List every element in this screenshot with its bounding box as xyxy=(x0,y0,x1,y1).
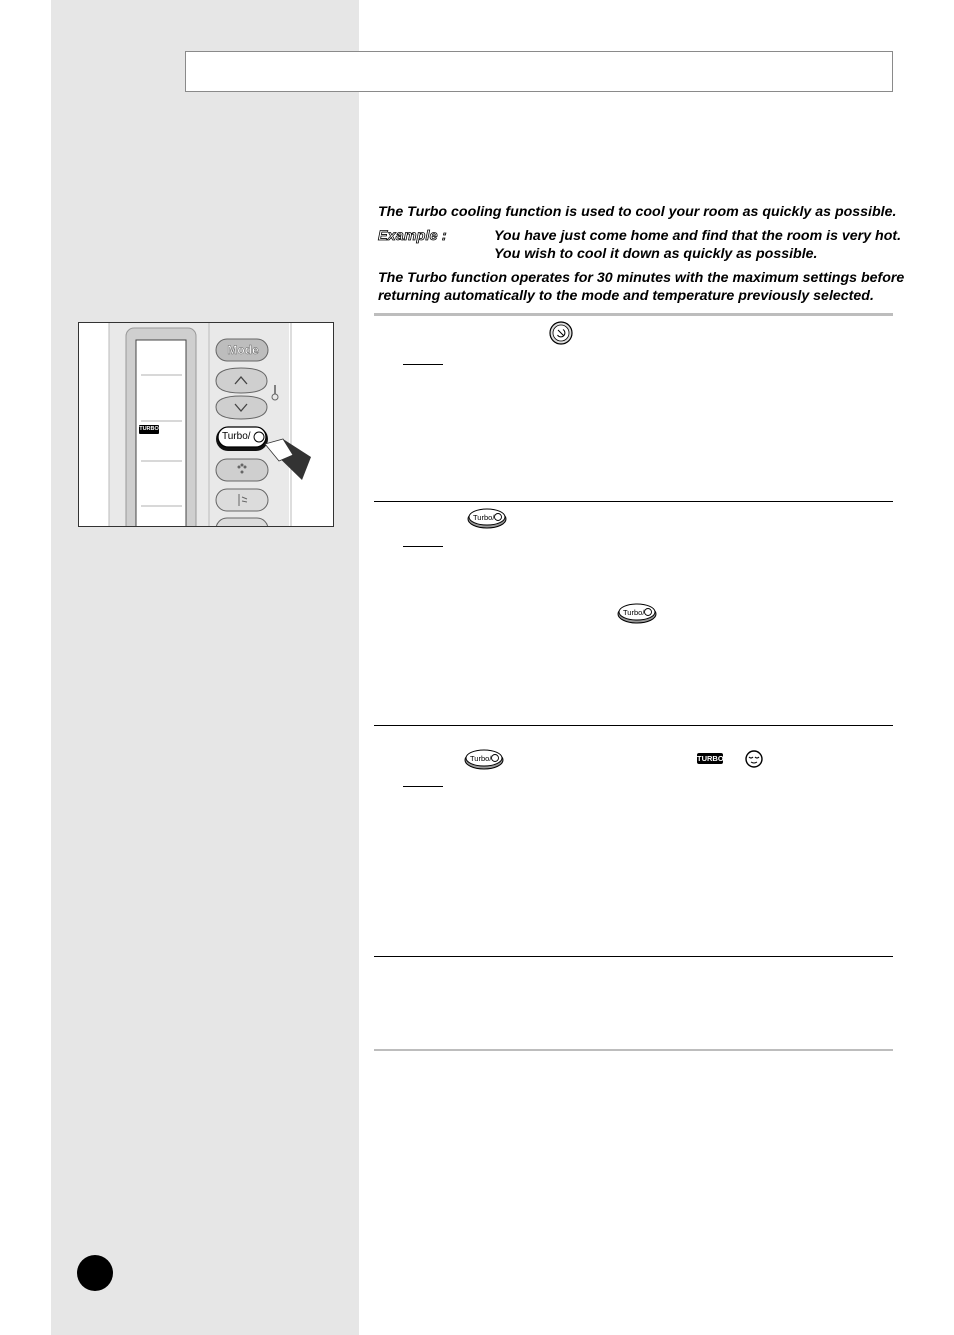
remote-control-drawing xyxy=(79,323,333,526)
mode-button-label: Mode xyxy=(227,343,259,357)
sleep-face-icon xyxy=(744,749,764,769)
svg-text:Turbo/: Turbo/ xyxy=(470,754,492,763)
note-underline-1 xyxy=(403,364,443,365)
section-divider-3 xyxy=(374,725,893,726)
svg-text:Turbo/: Turbo/ xyxy=(623,608,645,617)
example-row xyxy=(378,227,908,263)
power-button-icon xyxy=(549,321,573,345)
remote-control-illustration xyxy=(78,322,334,527)
left-sidebar-band xyxy=(51,0,359,1335)
intro-section xyxy=(378,203,908,305)
page-number-dot xyxy=(77,1255,113,1291)
note-underline-2 xyxy=(403,546,443,547)
page-title-box xyxy=(185,51,893,92)
svg-text:Turbo/: Turbo/ xyxy=(473,513,495,522)
example-text: You have just come home and find that the room is very hot. You wish to cool it down as quickly as possible. xyxy=(494,228,902,262)
intro-line-3: The Turbo function operates for 30 minutes with the maximum settings before returning automatically to the mode and temperature previously selected. xyxy=(378,270,905,304)
turbo-button-icon xyxy=(467,507,507,529)
turbo-button-label: Turbo/ xyxy=(222,431,251,442)
example-label: Example : xyxy=(378,228,447,244)
section-divider-bottom xyxy=(374,1049,893,1051)
turbo-button-icon-2 xyxy=(617,602,657,624)
turbo-button-icon-3 xyxy=(464,748,504,770)
turbo-display-badge: TURBO xyxy=(697,754,724,763)
display-turbo-badge: TURBO xyxy=(139,426,159,432)
section-divider-4 xyxy=(374,956,893,957)
note-underline-3 xyxy=(403,786,443,787)
intro-line-1: The Turbo cooling function is used to cool your room as quickly as possible. xyxy=(378,204,897,220)
section-divider-2 xyxy=(374,501,893,502)
section-divider-top xyxy=(374,313,893,316)
